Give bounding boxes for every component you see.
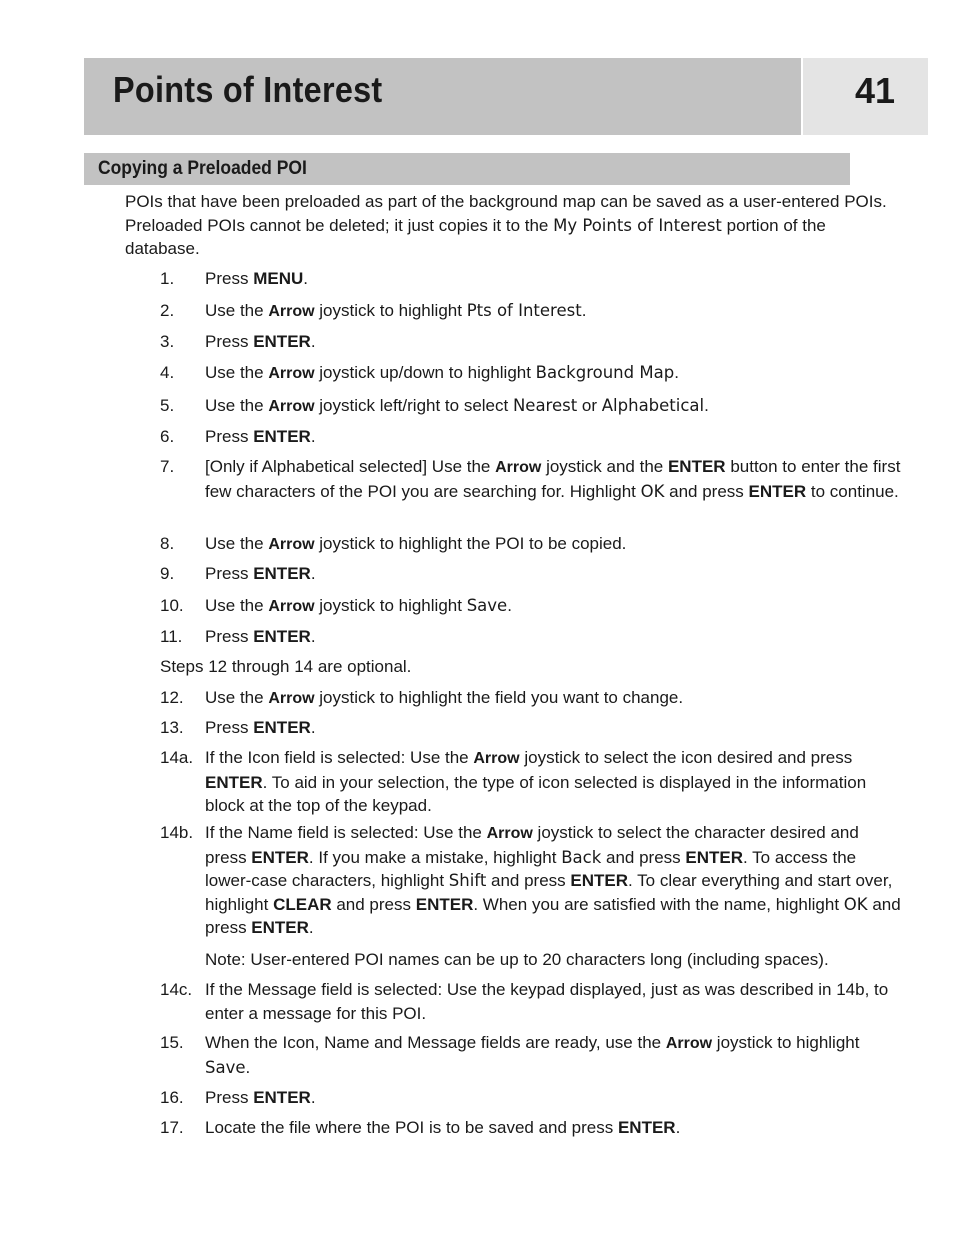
screen-option-name: Nearest bbox=[512, 396, 578, 415]
key-name: MENU bbox=[253, 269, 304, 288]
step-text bbox=[205, 746, 905, 818]
step-text-part: . bbox=[303, 269, 308, 288]
step-text-part: . bbox=[507, 596, 512, 615]
step-text-part: . bbox=[310, 427, 316, 446]
step-text-part: . bbox=[581, 301, 587, 320]
step-text-part: Use the bbox=[205, 534, 269, 553]
step-text-part: Use the bbox=[205, 596, 269, 615]
step-number: 14c. bbox=[160, 980, 193, 999]
step-text-part: . bbox=[310, 1088, 316, 1107]
step-text bbox=[205, 425, 905, 449]
step-text-part: joystick to select the character desired and press bbox=[205, 823, 859, 867]
arrow-key-name: Arrow bbox=[268, 536, 315, 553]
step-text bbox=[205, 978, 905, 1025]
key-name: ENTER bbox=[253, 427, 311, 446]
intro-text-b: portion of the database. bbox=[125, 215, 826, 258]
arrow-key-name: Arrow bbox=[268, 598, 315, 615]
step-text-part: . bbox=[310, 718, 316, 737]
intro-text-a: POIs that have been preloaded as part of the background map can be saved as a user-entered POIs. Preloaded POIs cannot be deleted; it just copies it to the bbox=[125, 192, 887, 235]
key-name: ENTER bbox=[253, 627, 311, 646]
page-title: Points of Interest bbox=[113, 69, 383, 110]
step-text bbox=[205, 1031, 905, 1079]
step-text-part: or bbox=[577, 396, 602, 415]
step-text-part: Press bbox=[205, 1088, 254, 1107]
screen-option-name: Shift bbox=[448, 871, 487, 890]
optional-steps-note: Steps 12 through 14 are optional. bbox=[160, 657, 412, 676]
step-number: 11. bbox=[160, 627, 183, 646]
step-number: 16. bbox=[160, 1088, 184, 1107]
step-text bbox=[205, 267, 905, 291]
key-name: ENTER bbox=[570, 871, 629, 890]
step-text-part: If the Icon field is selected: Use the bbox=[205, 748, 474, 767]
step-number: 14b. bbox=[160, 823, 194, 842]
step-text-part: Use the bbox=[205, 301, 269, 320]
key-name: ENTER bbox=[253, 718, 311, 737]
step-number: 6. bbox=[160, 427, 175, 446]
step-text-part: Use the bbox=[205, 688, 269, 707]
step-text-part: If the Message field is selected: Use the keypad displayed, just as was described in 14b, to enter a message for this POI. bbox=[205, 980, 889, 1023]
arrow-key-name: Arrow bbox=[665, 1035, 713, 1052]
intro-ui-reference: My Points of Interest bbox=[553, 215, 722, 235]
step-text-part: Locate the file where the POI is to be saved and press bbox=[205, 1118, 618, 1137]
step-text bbox=[205, 625, 905, 649]
step-text bbox=[205, 330, 905, 354]
step-text bbox=[205, 686, 905, 711]
arrow-key-name: Arrow bbox=[268, 398, 315, 415]
step-text-part: joystick left/right to select bbox=[314, 396, 513, 415]
step-text bbox=[205, 361, 905, 386]
page-number: 41 bbox=[855, 70, 896, 111]
step-text-part: . bbox=[675, 1118, 681, 1137]
step-number: 10. bbox=[160, 596, 184, 615]
step-text-part: . bbox=[310, 627, 316, 646]
name-length-note: Note: User-entered POI names can be up to 20 characters long (including spaces). bbox=[205, 950, 829, 969]
step-text-part: . To clear everything and start over, highlight bbox=[205, 871, 893, 914]
intro-paragraph bbox=[125, 190, 905, 261]
step-text-part: Press bbox=[205, 332, 254, 351]
arrow-key-name: Arrow bbox=[495, 459, 542, 476]
key-name: ENTER bbox=[251, 847, 309, 867]
screen-option-name: Back bbox=[561, 847, 602, 867]
step-text-part: and press bbox=[601, 847, 686, 867]
screen-option-name: Alphabetical bbox=[601, 396, 705, 415]
key-name: ENTER bbox=[667, 457, 726, 476]
key-name: ENTER bbox=[748, 481, 807, 501]
arrow-key-name: Arrow bbox=[268, 365, 315, 382]
key-name: ENTER bbox=[415, 894, 474, 914]
step-text-part: and press bbox=[205, 894, 901, 937]
step-text-part: [Only if Alphabetical selected] Use the bbox=[205, 457, 496, 476]
step-text-part: . To aid in your selection, the type of icon selected is displayed in the information block at the top of the keypad. bbox=[205, 772, 867, 815]
step-text-part: to continue. bbox=[806, 481, 899, 501]
arrow-key-name: Arrow bbox=[473, 750, 520, 767]
step-text-part: Press bbox=[205, 564, 254, 583]
section-title: Copying a Preloaded POI bbox=[98, 158, 307, 179]
arrow-key-name: Arrow bbox=[268, 690, 315, 707]
step-text bbox=[205, 562, 905, 586]
step-number: 7. bbox=[160, 457, 175, 476]
step-text bbox=[205, 716, 905, 740]
step-text-part: If the Name field is selected: Use the bbox=[205, 823, 487, 842]
key-name: CLEAR bbox=[273, 894, 332, 914]
step-text-part: Use the bbox=[205, 363, 269, 382]
step-text-part: . bbox=[308, 918, 314, 937]
step-number: 14a. bbox=[160, 748, 194, 767]
screen-option-name: Background Map bbox=[535, 363, 675, 382]
step-text-part: and press bbox=[664, 481, 749, 501]
step-text-part: . bbox=[310, 564, 316, 583]
step-text-part: and press bbox=[331, 894, 416, 914]
screen-option-name: Pts of Interest bbox=[466, 301, 582, 320]
step-text bbox=[205, 394, 905, 419]
step-text bbox=[205, 299, 905, 324]
step-text-part: Use the bbox=[205, 396, 269, 415]
screen-option-name: Save bbox=[205, 1057, 246, 1077]
screen-option-name: OK bbox=[843, 894, 868, 914]
step-text-part: Press bbox=[205, 627, 254, 646]
step-text-part: joystick to highlight the POI to be copied. bbox=[314, 534, 627, 553]
step-number: 15. bbox=[160, 1033, 184, 1052]
step-text bbox=[205, 1116, 905, 1140]
step-number: 8. bbox=[160, 534, 175, 553]
step-text-part: joystick up/down to highlight bbox=[314, 363, 536, 382]
step-number: 9. bbox=[160, 564, 175, 583]
step-text-part: joystick to highlight bbox=[314, 596, 467, 615]
step-number: 2. bbox=[160, 301, 175, 320]
step-text-part: . bbox=[245, 1057, 251, 1077]
step-number: 3. bbox=[160, 332, 175, 351]
step-text bbox=[205, 821, 905, 940]
step-number: 1. bbox=[160, 269, 175, 288]
step-text-part: button to enter the first few characters of the POI you are searching for. Highlight bbox=[205, 457, 901, 501]
step-text-part: joystick and the bbox=[541, 457, 668, 476]
arrow-key-name: Arrow bbox=[268, 303, 315, 320]
step-text-part: joystick to highlight the field you want to change. bbox=[314, 688, 684, 707]
step-number: 5. bbox=[160, 396, 175, 415]
key-name: ENTER bbox=[205, 772, 263, 792]
screen-option-name: OK bbox=[640, 481, 665, 501]
arrow-key-name: Arrow bbox=[486, 825, 533, 842]
step-text-part: joystick to select the icon desired and press bbox=[519, 748, 853, 767]
step-text-part: and press bbox=[486, 871, 571, 890]
screen-option-name: Save bbox=[466, 596, 508, 615]
step-text-part: joystick to highlight bbox=[314, 301, 467, 320]
step-text-part: . bbox=[310, 332, 316, 351]
step-text-part: . If you make a mistake, highlight bbox=[308, 847, 562, 867]
step-text-part: . To access the lower-case characters, highlight bbox=[205, 847, 857, 890]
step-number: 12. bbox=[160, 688, 184, 707]
key-name: ENTER bbox=[617, 1118, 676, 1137]
key-name: ENTER bbox=[253, 564, 311, 583]
step-number: 4. bbox=[160, 363, 175, 382]
step-number: 17. bbox=[160, 1118, 184, 1137]
step-text-part: When the Icon, Name and Message fields are ready, use the bbox=[205, 1033, 666, 1052]
step-text-part: . bbox=[704, 396, 709, 415]
step-text bbox=[205, 594, 905, 619]
step-text-part: Press bbox=[205, 718, 254, 737]
step-number: 13. bbox=[160, 718, 184, 737]
key-name: ENTER bbox=[253, 332, 311, 351]
step-text-part: Press bbox=[205, 269, 254, 288]
step-text bbox=[205, 455, 905, 503]
step-text bbox=[205, 532, 905, 557]
step-text-part: Press bbox=[205, 427, 254, 446]
step-text-part: joystick to highlight bbox=[712, 1033, 860, 1052]
key-name: ENTER bbox=[251, 918, 309, 937]
key-name: ENTER bbox=[253, 1088, 311, 1107]
step-text-part: . bbox=[674, 363, 679, 382]
step-text bbox=[205, 1086, 905, 1110]
key-name: ENTER bbox=[685, 847, 744, 867]
step-text-part: . When you are satisfied with the name, highlight bbox=[473, 894, 844, 914]
